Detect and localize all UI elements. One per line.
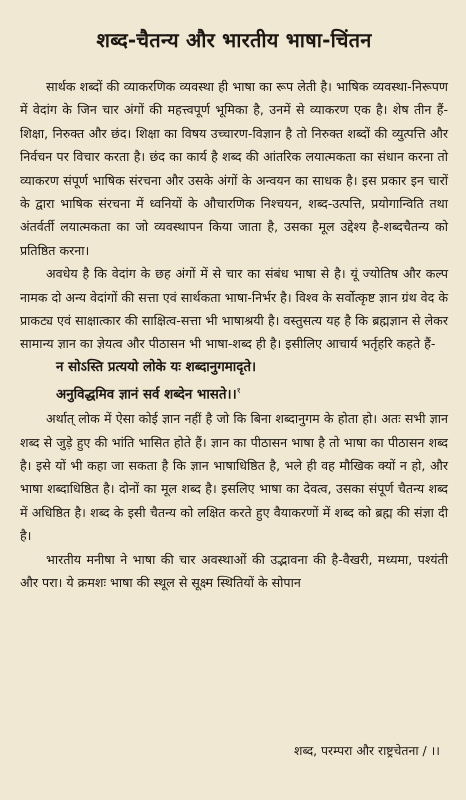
paragraph-3: अर्थात् लोक में ऐसा कोई ज्ञान नहीं है जो कि बिना शब्दानुगम के होता हो। अतः सभी ज्ञान शब्द से जुड़े हुए की भांति भासित होते हैं। ज्ञान का पीठासन भाषा है तो भाषा का पीठासन शब्द है। इसे यों भी कहा जा सकता है कि ज्ञान भाषाधिष्ठित है, भले ही वह मौखिक क्यों न हो, और भाषा शब्दाधिष्ठित है। दोनों का मूल शब्द है। इसलिए भाषा का देवत्व, उसका संपूर्ण चैतन्य शब्द में अधिष्ठित है। शब्द के इसी चैतन्य को लक्षित करते हुए वैयाकरणों में शब्द को ब्रह्म की संज्ञा दी है। bbox=[20, 411, 448, 544]
paragraph-4: भारतीय मनीषा ने भाषा की चार अवस्थाओं की उद्भावना की है-वैखरी, मध्यमा, पश्यंती और परा। ये क्रमशः भाषा की स्थूल से सूक्ष्म स्थितियों के सोपान bbox=[20, 551, 448, 590]
paragraph-1: सार्थक शब्दों की व्याकरणिक व्यवस्था ही भाषा का रूप लेती है। भाषिक व्यवस्था-निरूपण में वेदांग के जिन चार अंगों की महत्त्वपूर्ण भूमिका है, उनमें से व्याकरण एक है। शेष तीन हैं-शिक्षा, निरुक्त और छंद। शिक्षा का विषय उच्चारण-विज्ञान है तो निरुक्त शब्दों की व्युत्पत्ति और निर्वचन पर विचार करता है। छंद का कार्य है शब्द की आंतरिक लयात्मकता का संधान करना तो व्याकरण संपूर्ण भाषिक संरचना और उसके अंगों के अन्वयन का साधक है। इस प्रकार इन चारों के द्वारा भाषिक संरचना में ध्वनियों के औचारणिक निश्चयन, शब्द-उत्पत्ति, प्रयोगान्विति तथा अंतर्वर्ती लयात्मकता का जो व्यवस्थापन किया जाता है, उसका मूल उद्देश्य है-शब्दचैतन्य को प्रतिष्ठित करना। bbox=[20, 79, 448, 258]
verse-line-2 bbox=[20, 379, 448, 407]
page-footer: शब्द, परम्परा और राष्ट्रचेतना / ।। bbox=[294, 743, 440, 758]
footnote-mark: १ bbox=[236, 386, 241, 396]
page-title: शब्द-चैतन्य और भारतीय भाषा-चिंतन bbox=[96, 28, 372, 52]
verse-line-2-text: अनुविद्धमिव ज्ञानं सर्व शब्देन भासते।। bbox=[56, 387, 237, 403]
paragraph-2: अवधेय है कि वेदांग के छह अंगों में से चार का संबंध भाषा से है। यूं ज्योतिष और कल्प नामक दो अन्य वेदांगों की सत्ता एवं सार्थकता भाषा-निर्भर है। विश्व के सर्वोत्कृष्ट ज्ञान ग्रंथ वेद के प्राकट्य एवं साक्षात्कार की साक्षित्व-सत्ता भी भाषाश्रयी है। वस्तुसत्य यह है कि ब्रह्मज्ञान से लेकर सामान्य ज्ञान का ज्ञेयत्व और पीठासन भी भाषा-शब्द ही है। इसीलिए आचार्य भर्तृहरि कहते हैं- bbox=[20, 266, 448, 352]
verse-line-1: न सोऽस्ति प्रत्ययो लोके यः शब्दानुगमादृते। bbox=[56, 359, 257, 375]
